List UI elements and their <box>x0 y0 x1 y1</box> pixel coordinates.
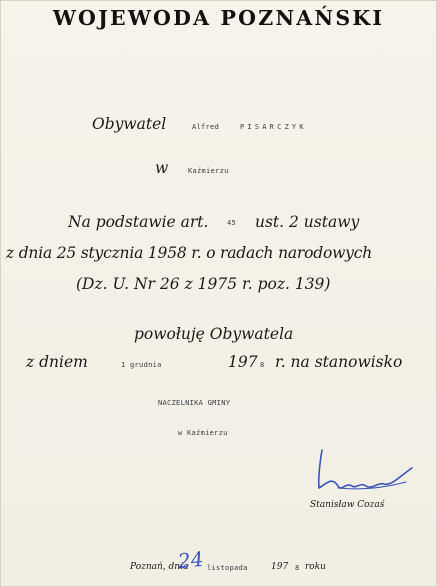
handwritten-signature <box>308 446 418 501</box>
footer-city-label: Poznań, dnia <box>130 562 189 572</box>
signatory-name: Stanisław Cozaś <box>310 500 385 510</box>
recipient-place: Kaźmierzu <box>188 167 229 175</box>
appointment-year-prefix: 197 <box>228 353 258 371</box>
appointment-date: 1 grudnia <box>121 361 162 369</box>
position-title: NACZELNIKA GMINY <box>158 399 231 407</box>
footer-year-digit: 8 <box>295 564 300 572</box>
in-label: w <box>155 159 169 177</box>
footer-month: listopada <box>207 564 248 572</box>
legal-basis-line1a: Na podstawie art. <box>68 213 209 231</box>
legal-basis-line2: z dnia 25 stycznia 1958 r. o radach narodowych <box>6 244 372 262</box>
footer-day: 24 <box>176 546 205 574</box>
article-number: 45 <box>227 219 237 227</box>
citizen-label: Obywatel <box>92 115 167 133</box>
position-place: w Kaźmierzu <box>178 429 228 437</box>
recipient-surname: PISARCZYK <box>240 123 307 131</box>
appointment-line1: powołuję Obywatela <box>134 325 294 343</box>
document-header: WOJEWODA POZNAŃSKI <box>52 6 385 30</box>
footer-year-suffix: roku <box>305 562 326 572</box>
date-label: z dniem <box>26 353 88 371</box>
footer-year-prefix: 197 <box>271 562 289 572</box>
legal-basis-line3: (Dz. U. Nr 26 z 1975 r. poz. 139) <box>76 275 331 293</box>
appointment-year-digit: 8 <box>260 361 265 369</box>
legal-basis-line1b: ust. 2 ustawy <box>255 213 360 231</box>
appointment-line2-end: r. na stanowisko <box>275 353 403 371</box>
recipient-first-name: Alfred <box>192 123 220 131</box>
